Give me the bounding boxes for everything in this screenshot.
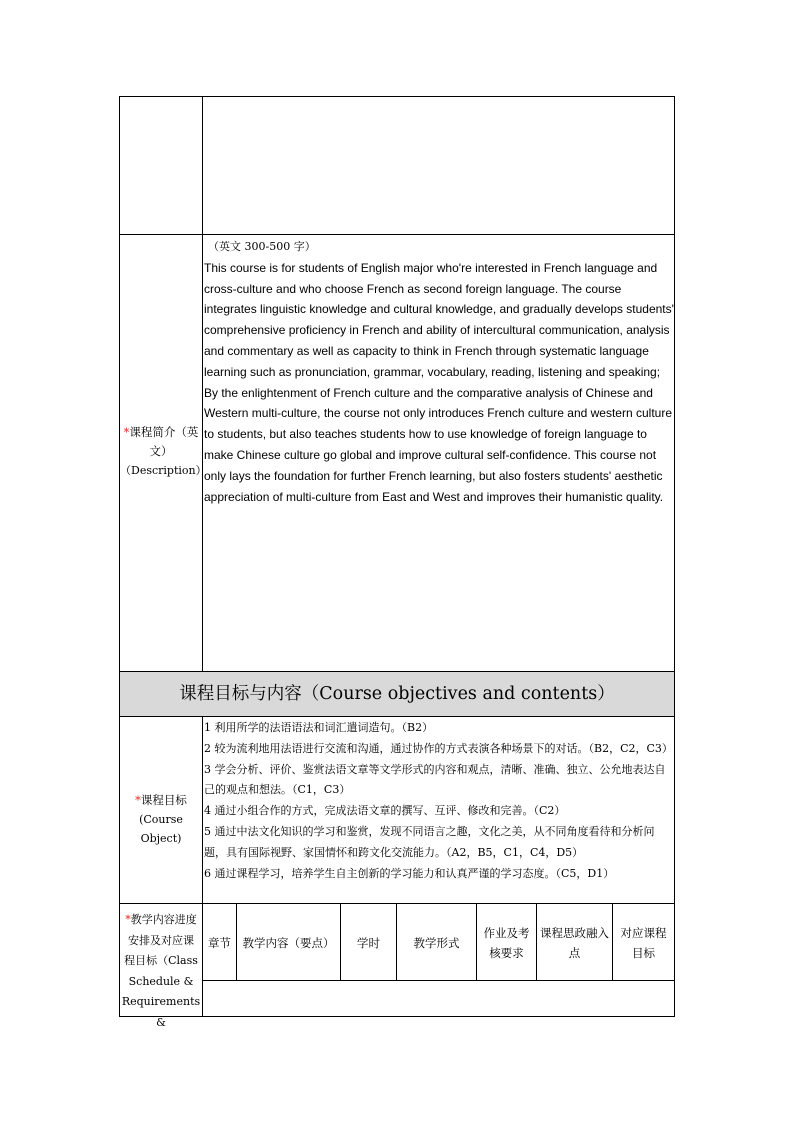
objectives-label-line1: 课程目标 [140,793,187,807]
description-content [204,237,676,507]
description-label-line1: 课程简介（英 [129,425,199,439]
required-mark: * [123,425,130,439]
objective-item: 3 学会分析、评价、鉴赏法语文章等文学形式的内容和观点，清晰、准确、独立、公允地表达自己的观点和想法。（C1，C3） [204,762,666,797]
schedule-label-line: 安排及对应课 [128,933,194,947]
section-title: 课程目标与内容（Course objectives and contents） [120,672,674,716]
objectives-label [120,791,202,848]
schedule-header-ideology: 课程思政融入点 [540,926,609,960]
schedule-header-objective: 对应课程目标 [620,926,667,960]
objective-item: 1 利用所学的法语语法和词汇遣词造句。（B2） [204,721,434,734]
required-mark: * [135,793,141,807]
schedule-label-line: 教学内容进度 [130,913,197,926]
schedule-header-assessment: 作业及考核要求 [483,926,530,960]
objectives-list [204,718,674,884]
description-label-line2: 文） [149,444,173,458]
row-divider-objectives [120,903,674,904]
schedule-header-chapter: 章节 [208,936,231,950]
word-count-note: （英文 300-500 字） [208,240,316,253]
objective-item: 5 通过中法文化知识的学习和鉴赏，发现不同语言之趣，文化之美，从不同角度看待和分析问题，具有国际视野、家国情怀和跨文化交流能力。（A2，B5，C1，C4，D5） [204,824,655,859]
row-divider-description [120,234,202,235]
description-text: This course is for students of English major who're interested in French language and cross-culture and who choose French as second foreign language. The course integrates linguistic knowledge and cultural knowledge, and gradually develops students' comprehensive proficiency in French and ability of intercultural communication, analysis and commentary as well as capacity to think in French through systematic language learning such as pronunciation, grammar, vocabulary, reading, listening and speaking; By the enlightenment of French culture and the comparative analysis of Chinese and Western multi-culture, the course not only introduces French culture and western culture to students, but also teaches students how to use knowledge of foreign language to make Chinese culture go global and improve cultural self-confidence. This course not only lays the foundation for further French learning, but also fosters students' aesthetic appreciation of multi-culture from East and West and improves their humanistic quality. [204,260,674,504]
schedule-label-line: 程目标（Class [124,954,198,967]
schedule-label [120,910,202,1033]
schedule-label-line: Requirements & [121,995,201,1029]
row-divider-section-bottom [120,716,674,717]
description-label-line3: （Description） [120,464,207,477]
course-info-table [119,96,675,1029]
schedule-header-hours: 学时 [357,936,380,950]
schedule-header-content: 教学内容（要点） [242,936,335,950]
schedule-header-format: 教学形式 [413,936,460,950]
objectives-label-line2: (Course Object) [139,813,183,845]
description-label [120,423,207,480]
objective-item: 4 通过小组合作的方式，完成法语文章的撰写、互评、修改和完善。（C2） [204,804,566,818]
schedule-label-line: Schedule & [128,974,194,988]
objective-item: 6 通过课程学习，培养学生自主创新的学习能力和认真严谨的学习态度。（C5，D1） [204,866,615,880]
required-mark: * [125,913,131,926]
row-divider-top-blank [202,234,674,235]
objective-item: 2 较为流利地用法语进行交流和沟通，通过协作的方式表演各种场景下的对话。（B2，C2，C3） [204,741,673,755]
